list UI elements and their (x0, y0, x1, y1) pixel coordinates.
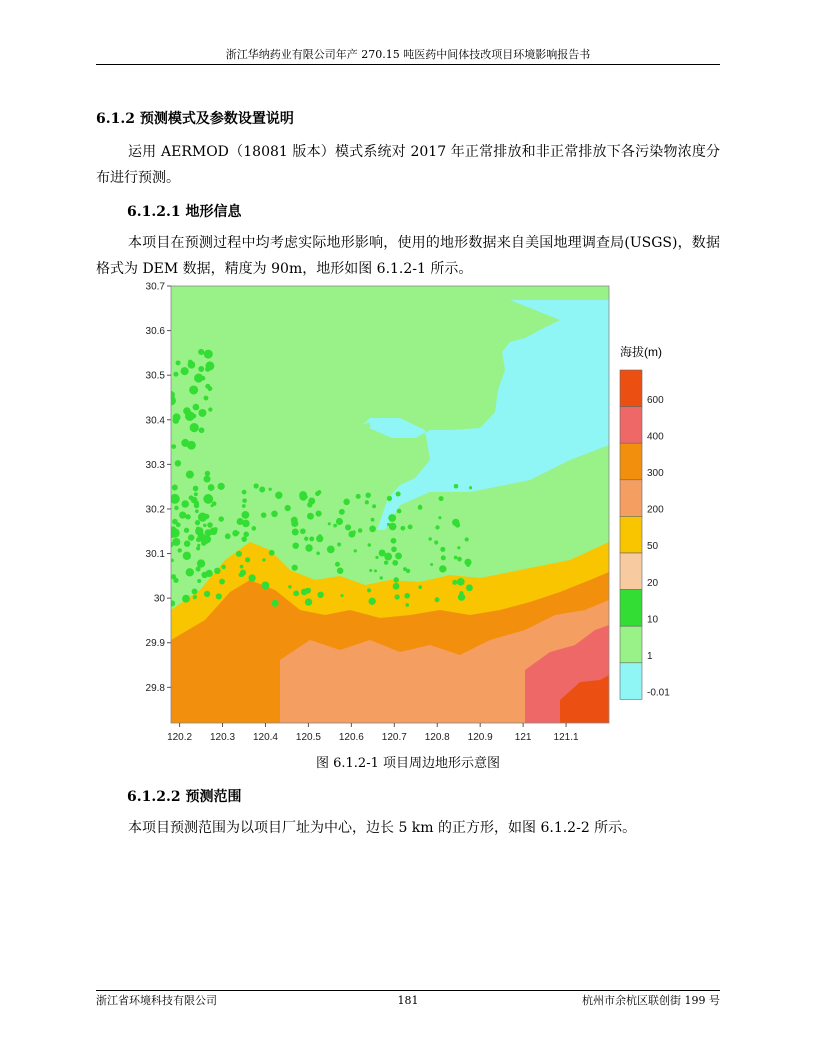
terrain-speckle (309, 536, 314, 541)
y-tick-label: 30.6 (145, 326, 165, 338)
terrain-speckle (380, 576, 383, 579)
x-tick-label: 120.7 (381, 732, 407, 743)
elevation-legend (620, 344, 670, 699)
terrain-speckle (395, 594, 400, 599)
terrain-speckle (195, 509, 199, 513)
terrain-speckle (183, 552, 191, 560)
legend-title: 海拔(m) (620, 345, 662, 359)
terrain-speckle (203, 494, 213, 504)
legend-band (620, 553, 642, 590)
terrain-speckle (307, 588, 311, 592)
terrain-speckle (454, 484, 459, 489)
terrain-speckle (439, 496, 444, 501)
terrain-speckle (236, 531, 239, 534)
terrain-speckle (365, 500, 369, 504)
terrain-speckle (216, 593, 222, 599)
terrain-speckle (199, 427, 205, 433)
terrain-speckle (305, 598, 312, 605)
terrain-speckle (173, 372, 178, 377)
terrain-figure (130, 280, 690, 750)
terrain-speckle (404, 593, 410, 599)
terrain-speckle (292, 542, 299, 549)
terrain-speckle (439, 565, 446, 572)
terrain-speckle (242, 511, 250, 519)
terrain-speckle (198, 366, 204, 372)
terrain-speckle (242, 490, 247, 495)
x-tick-label: 121.1 (553, 732, 579, 743)
terrain-speckle (212, 501, 217, 506)
terrain-speckle (387, 523, 390, 526)
terrain-heading: 6.1.2.1 地形信息 (127, 204, 242, 220)
x-tick-label: 120.4 (252, 732, 278, 743)
terrain-speckle (186, 568, 194, 576)
terrain-speckle (392, 560, 398, 566)
terrain-speckle (181, 500, 188, 507)
terrain-speckle (438, 516, 441, 519)
terrain-speckle (292, 529, 299, 536)
terrain-speckle (207, 522, 213, 528)
terrain-speckle (452, 519, 459, 526)
terrain-speckle (179, 511, 186, 518)
terrain-speckle (204, 396, 209, 401)
terrain-speckle (171, 444, 176, 449)
footer-company: 浙江省环境科技有限公司 (96, 994, 217, 1007)
terrain-speckle (201, 572, 207, 578)
legend-band (620, 663, 642, 700)
terrain-speckle (337, 567, 343, 573)
legend-label: 1 (647, 650, 653, 662)
terrain-speckle (388, 514, 396, 522)
terrain-speckle (465, 537, 469, 541)
terrain-speckle (396, 492, 401, 497)
terrain-speckle (197, 559, 205, 567)
terrain-speckle (204, 591, 210, 597)
terrain-speckle (189, 385, 198, 394)
terrain-speckle (293, 590, 299, 596)
terrain-speckle (397, 509, 402, 514)
terrain-speckle (269, 550, 275, 556)
terrain-speckle (236, 551, 242, 557)
x-tick-label: 120.3 (210, 732, 236, 743)
terrain-speckle (237, 520, 242, 525)
figure-caption: 图 6.1.2-1 项目周边地形示意图 (315, 756, 500, 771)
terrain-speckle (269, 488, 272, 491)
terrain-speckle (225, 533, 231, 539)
terrain-speckle (391, 546, 397, 552)
terrain-speckle (305, 544, 312, 551)
terrain-speckle (204, 475, 211, 482)
terrain-speckle (195, 527, 203, 535)
terrain-speckle (316, 511, 322, 517)
terrain-speckle (252, 526, 257, 531)
terrain-speckle (304, 537, 308, 541)
terrain-speckle (271, 510, 278, 517)
terrain-speckle (218, 483, 225, 490)
terrain-speckle (400, 526, 405, 531)
legend-label: 50 (647, 541, 659, 553)
y-tick-label: 30.2 (145, 504, 165, 516)
terrain-speckle (440, 547, 445, 552)
terrain-speckle (194, 492, 198, 496)
section-intro: 运用 AERMOD（18081 版本）模式系统对 2017 年正常排放和非正常排放下各污染物浓度分布进行预测。 (96, 144, 720, 186)
terrain-speckle (452, 580, 457, 585)
terrain-speckle (375, 556, 378, 559)
terrain-speckle (272, 600, 279, 607)
terrain-speckle (379, 550, 386, 557)
terrain-speckle (219, 516, 224, 521)
legend-label: -0.01 (647, 687, 670, 699)
terrain-speckle (339, 509, 345, 515)
terrain-speckle (316, 552, 320, 556)
terrain-speckle (317, 592, 323, 598)
terrain-speckle (457, 578, 465, 586)
terrain-speckle (259, 487, 265, 493)
terrain-speckle (188, 534, 195, 541)
terrain-speckle (365, 492, 370, 497)
terrain-speckle (197, 579, 201, 583)
x-tick-label: 120.5 (295, 732, 321, 743)
terrain-speckle (418, 505, 423, 510)
terrain-speckle (393, 583, 400, 590)
terrain-speckle (333, 524, 337, 528)
terrain-speckle (204, 350, 213, 359)
y-tick-label: 29.9 (145, 638, 165, 650)
terrain-speckle (261, 512, 267, 518)
footer-address: 杭州市余杭区联创街 199 号 (582, 994, 720, 1007)
terrain-speckle (208, 386, 213, 391)
terrain-speckle (173, 578, 178, 583)
terrain-speckle (315, 491, 320, 496)
terrain-speckle (354, 549, 357, 552)
x-tick-label: 120.6 (338, 732, 364, 743)
terrain-speckle (335, 562, 340, 567)
terrain-speckle (454, 556, 458, 560)
terrain-speckle (307, 513, 314, 520)
terrain-speckle (240, 565, 244, 569)
terrain-speckle (469, 486, 472, 489)
terrain-speckle (435, 597, 440, 602)
terrain-speckle (184, 528, 189, 533)
terrain-speckle (205, 361, 214, 370)
legend-label: 200 (647, 504, 664, 516)
terrain-speckle (328, 522, 331, 525)
terrain-speckle (368, 598, 375, 605)
terrain-speckle (205, 471, 210, 476)
terrain-speckle (243, 531, 249, 537)
terrain-speckle (405, 603, 409, 607)
terrain-speckle (185, 411, 195, 421)
terrain-speckle (292, 565, 298, 571)
terrain-speckle (197, 544, 200, 547)
terrain-speckle (196, 566, 201, 571)
terrain-speckle (337, 543, 341, 547)
terrain-speckle (317, 536, 323, 542)
terrain-speckle (254, 483, 259, 488)
terrain-speckle (387, 496, 392, 501)
terrain-speckle (434, 540, 438, 544)
terrain-speckle (198, 349, 204, 355)
terrain-speckle (336, 518, 343, 525)
page-header: 浙江华纳药业有限公司年产 270.15 吨医药中间体技改项目环境影响报告书 (225, 48, 591, 61)
terrain-speckle (208, 484, 215, 491)
terrain-map (166, 286, 609, 723)
terrain-speckle (435, 525, 439, 529)
terrain-speckle (457, 546, 460, 549)
terrain-speckle (242, 504, 246, 508)
legend-label: 600 (647, 394, 664, 406)
terrain-speckle (391, 538, 397, 544)
terrain-speckle (248, 574, 255, 581)
y-tick-label: 30.5 (145, 370, 165, 382)
section-heading: 6.1.2 预测模式及参数设置说明 (96, 111, 294, 127)
terrain-speckle (245, 557, 250, 562)
terrain-speckle (356, 494, 361, 499)
terrain-speckle (186, 471, 194, 479)
terrain-speckle (403, 567, 407, 571)
x-tick-label: 121 (514, 732, 532, 743)
terrain-speckle (368, 543, 371, 546)
y-tick-label: 30.4 (145, 415, 165, 427)
terrain-speckle (240, 570, 246, 576)
terrain-speckle (181, 367, 189, 375)
terrain-speckle (369, 569, 372, 572)
terrain-speckle (393, 577, 399, 583)
terrain-speckle (457, 557, 462, 562)
terrain-speckle (275, 492, 282, 499)
legend-label: 10 (647, 614, 659, 626)
terrain-speckle (208, 407, 212, 411)
x-tick-label: 120.2 (167, 732, 193, 743)
y-axis (146, 282, 171, 694)
terrain-speckle (288, 585, 291, 588)
terrain-speckle (219, 579, 225, 585)
terrain-speckle (172, 538, 180, 546)
terrain-speckle (261, 581, 269, 589)
legend-label: 400 (647, 431, 664, 443)
y-tick-label: 30.7 (145, 281, 165, 293)
terrain-speckle (418, 585, 422, 589)
terrain-speckle (182, 595, 190, 603)
terrain-speckle (428, 537, 431, 540)
terrain-speckle (430, 563, 433, 566)
terrain-speckle (196, 546, 200, 550)
x-tick-label: 120.8 (424, 732, 450, 743)
terrain-speckle (184, 540, 191, 547)
terrain-speckle (174, 506, 178, 510)
y-tick-label: 29.8 (145, 682, 165, 694)
terrain-speckle (194, 373, 203, 382)
terrain-speckle (169, 600, 175, 606)
legend-band (620, 370, 642, 407)
terrain-speckle (176, 360, 181, 365)
terrain-speckle (172, 485, 178, 491)
terrain-speckle (242, 520, 250, 528)
terrain-speckle (192, 588, 198, 594)
terrain-speckle (285, 505, 291, 511)
terrain-speckle (345, 524, 351, 530)
terrain-speckle (408, 524, 413, 529)
terrain-speckle (198, 513, 207, 522)
terrain-speckle (352, 530, 355, 533)
terrain-speckle (395, 553, 402, 560)
legend-band (620, 443, 642, 480)
legend-band (620, 516, 642, 553)
terrain-speckle (369, 526, 376, 533)
terrain-speckle (195, 520, 200, 525)
terrain-speckle (262, 558, 265, 561)
terrain-speckle (241, 536, 247, 542)
terrain-speckle (188, 360, 193, 365)
page-number: 181 (397, 994, 419, 1007)
terrain-speckle (177, 548, 181, 552)
terrain-speckle (374, 569, 377, 572)
terrain-speckle (343, 499, 350, 506)
legend-band (620, 626, 642, 663)
terrain-speckle (340, 594, 343, 597)
terrain-text: 本项目在预测过程中均考虑实际地形影响，使用的地形数据来自美国地理调查局(USGS)，数据格式为 DEM 数据，精度为 90m，地形如图 6.1.2-1 所示。 (96, 235, 720, 277)
legend-band (620, 590, 642, 627)
terrain-speckle (367, 588, 371, 592)
terrain-speckle (191, 497, 198, 504)
terrain-speckle (441, 555, 446, 560)
terrain-speckle (358, 528, 362, 532)
terrain-speckle (193, 486, 199, 492)
range-text: 本项目预测范围为以项目厂址为中心，边长 5 km 的正方形，如图 6.1.2-2 所示。 (128, 820, 637, 836)
legend-label: 300 (647, 467, 664, 479)
terrain-speckle (221, 565, 225, 569)
y-tick-label: 30.1 (145, 549, 165, 561)
terrain-speckle (187, 441, 196, 450)
header-rule (96, 64, 720, 65)
terrain-speckle (371, 518, 375, 522)
x-tick-label: 120.9 (467, 732, 493, 743)
y-tick-label: 30 (153, 593, 165, 605)
terrain-speckle (203, 524, 207, 528)
terrain-speckle (459, 591, 463, 595)
terrain-speckle (466, 563, 470, 567)
terrain-speckle (170, 534, 174, 538)
terrain-speckle (190, 423, 199, 432)
range-heading: 6.1.2.2 预测范围 (127, 789, 242, 805)
legend-label: 20 (647, 577, 659, 589)
x-axis (167, 723, 579, 743)
terrain-speckle (301, 589, 308, 596)
footer-rule (96, 990, 720, 991)
y-tick-label: 30.3 (145, 459, 165, 471)
legend-band (620, 407, 642, 444)
terrain-speckle (193, 404, 200, 411)
legend-band (620, 480, 642, 517)
terrain-speckle (307, 502, 312, 507)
terrain-speckle (173, 413, 181, 421)
terrain-speckle (172, 519, 178, 525)
terrain-speckle (242, 498, 247, 503)
terrain-speckle (466, 584, 473, 591)
terrain-speckle (193, 595, 197, 599)
terrain-speckle (300, 528, 306, 534)
terrain-speckle (175, 460, 181, 466)
terrain-speckle (327, 546, 335, 554)
terrain-speckle (389, 523, 397, 531)
terrain-speckle (198, 409, 206, 417)
terrain-speckle (291, 520, 298, 527)
terrain-speckle (384, 561, 388, 565)
terrain-speckle (214, 568, 220, 574)
terrain-speckle (299, 491, 307, 499)
terrain-speckle (213, 527, 217, 531)
terrain-speckle (372, 504, 376, 508)
